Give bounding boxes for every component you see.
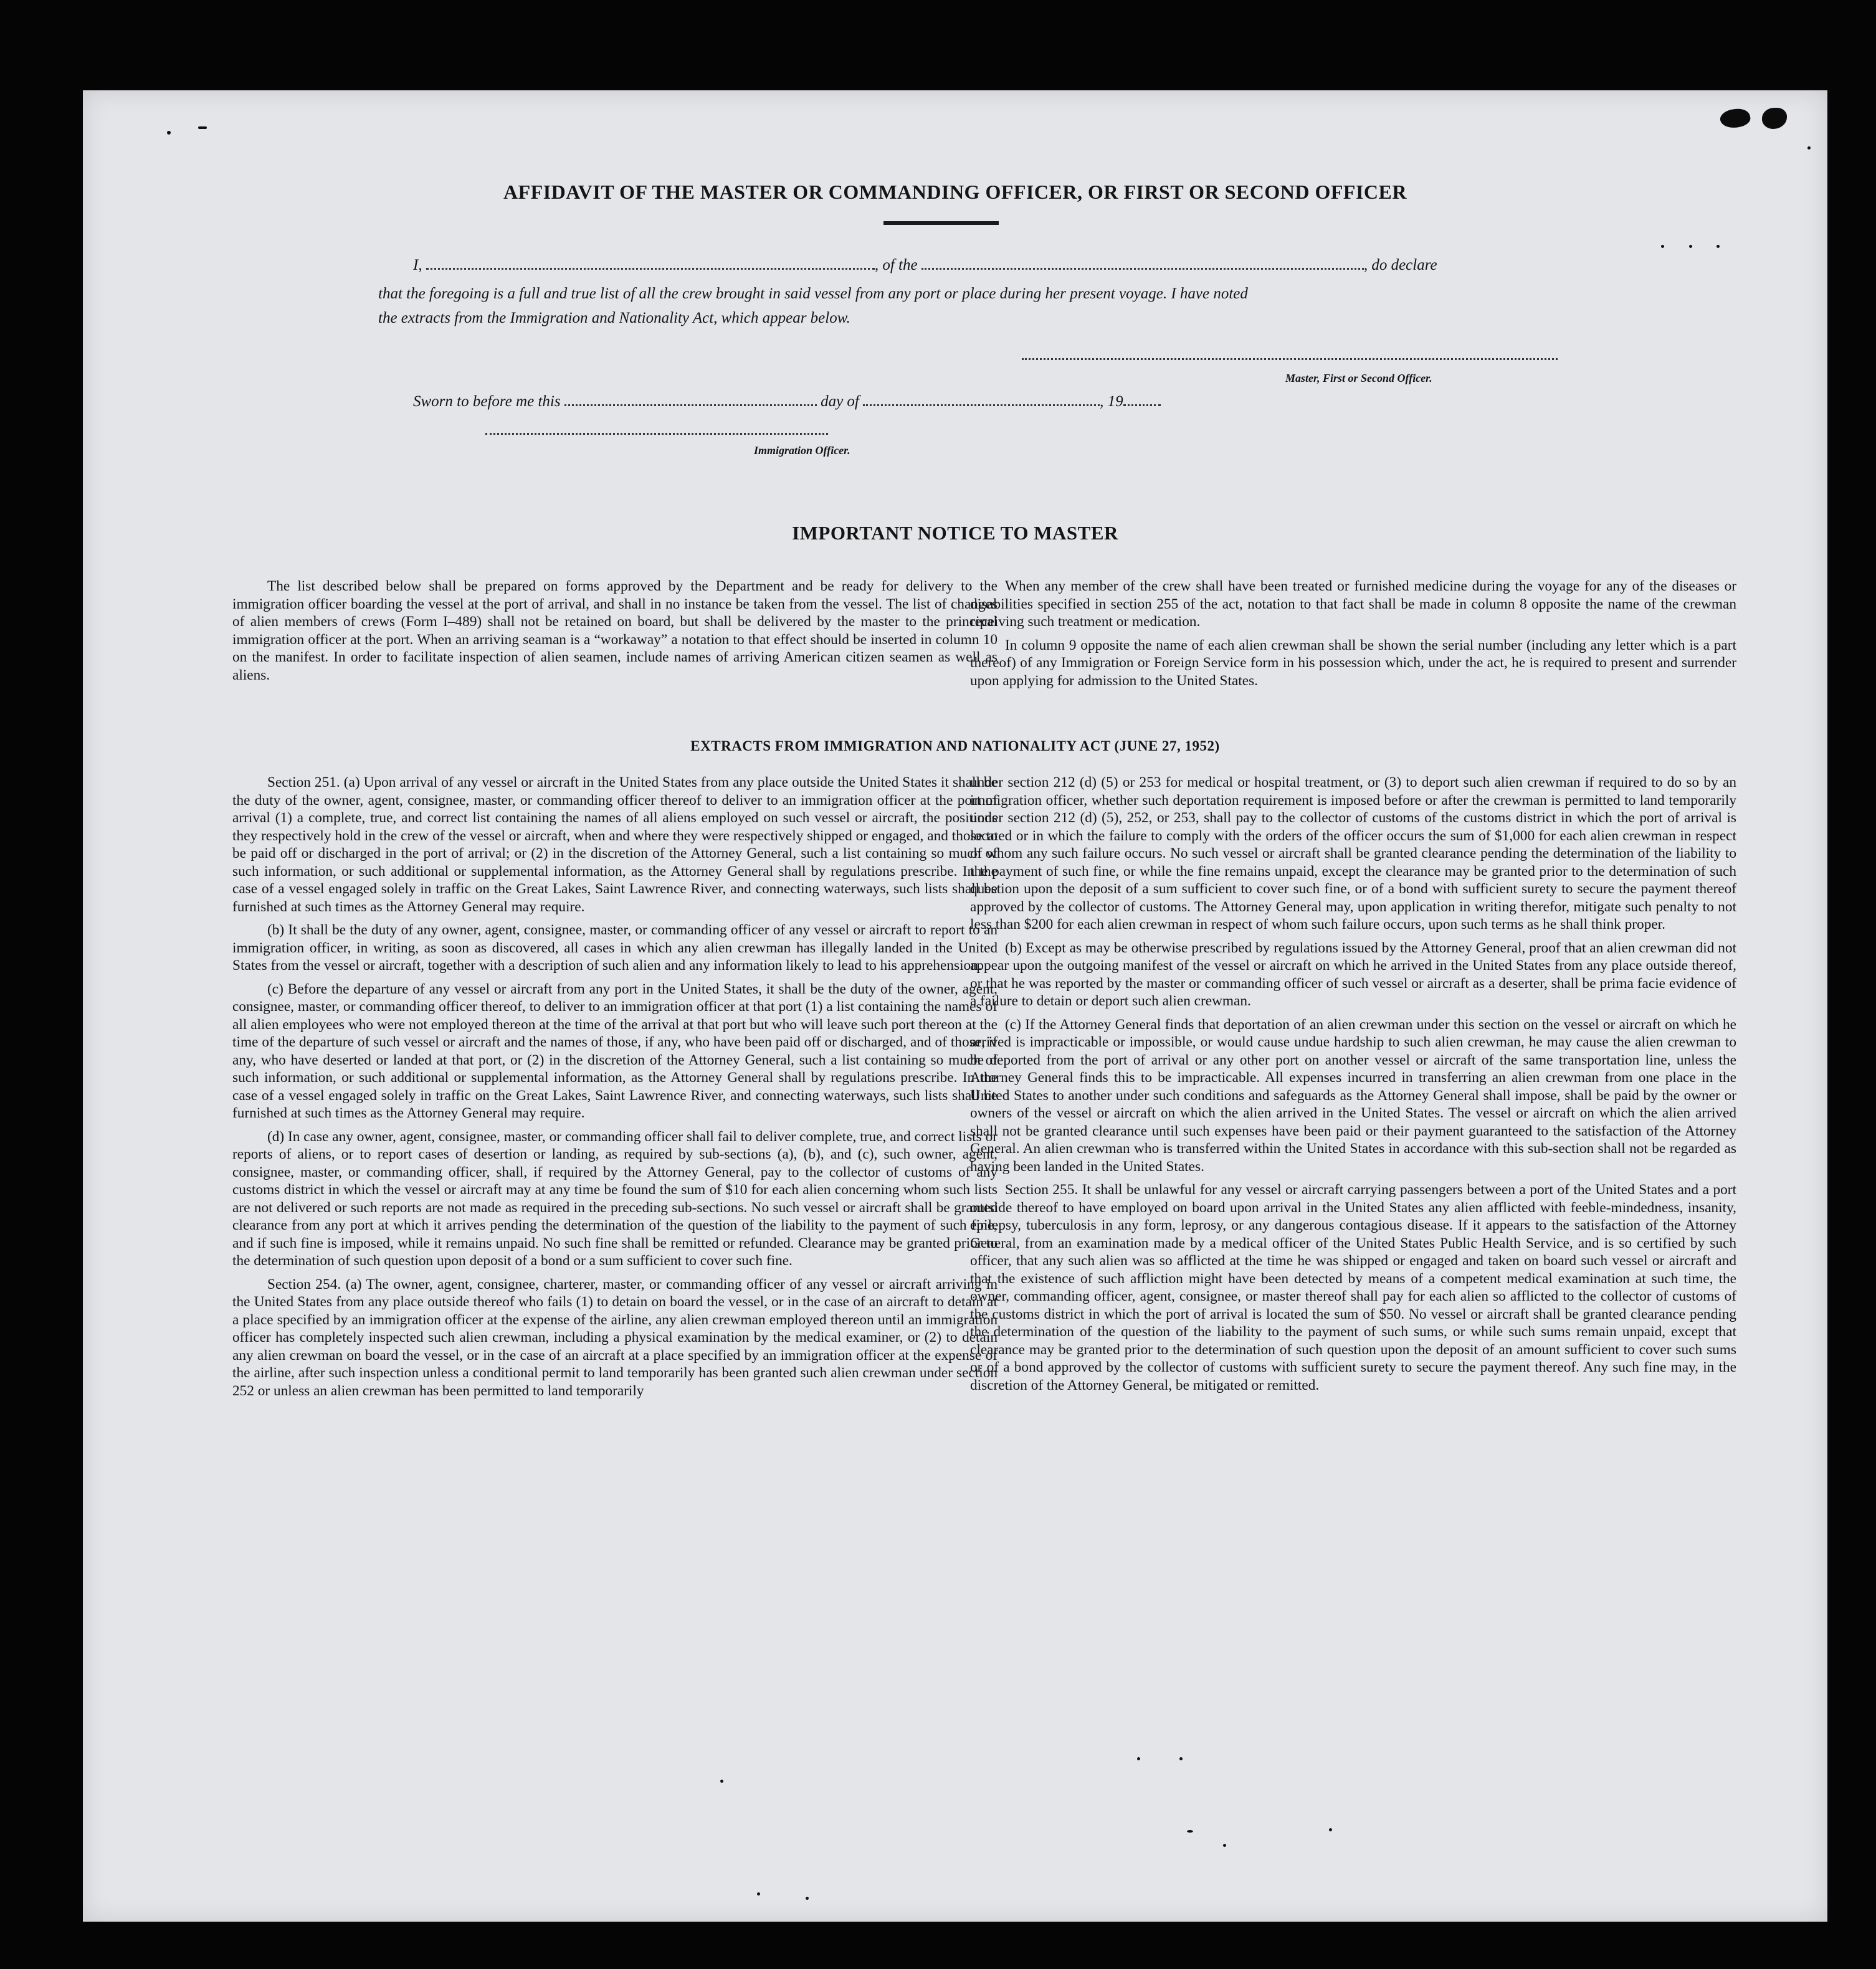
section-255: Section 255. It shall be unlawful for any vessel or aircraft carrying passengers between a port of the United States and a port outside thereof to have employed on board upon arrival in the United States any alien afflicted with feeble-mindedness, insanity, epilepsy, tuberculosis in any form, leprosy, or any dangerous contagious disease. If it appears to the satisfaction of the Attorney General, from an examination made by a medical officer of the United States Public Health Service, and is so certified by such officer, that any such alien was so afflicted at the time he was shipped or engaged and taken on board such vessel or aircraft and that the existence of such affliction might have been detected by means of a competent medical examination at such time, the owner, commanding officer, agent, consignee, or master thereof shall pay for each alien so afflicted to the collector of customs of the customs district in which the port of arrival is located the sum of $50. No vessel or aircraft shall be granted clearance pending the determination of the question of the liability to the payment of such sums, or while such sums remain unpaid, except that clearance may be granted prior to the determination of such question upon the deposit of an amount sufficient to cover such sums or of a bond approved by the collector of customs with sufficient surety to secure the payment thereof. Any such fine may, in the discretion of the Attorney General, be mitigated or remitted. xyxy=(970,1182,1736,1393)
sworn-year-prefix: , 19 xyxy=(1100,393,1123,410)
declaration-do-declare: , do declare xyxy=(1363,257,1437,273)
declaration-line-2: that the foregoing is a full and true list of all the crew brought in said vessel from any port or place during her present voyage. I have noted xyxy=(378,285,1248,302)
scan-speck xyxy=(720,1780,723,1783)
extracts-left-column xyxy=(232,774,998,1405)
scan-speck xyxy=(806,1897,809,1900)
section-254a-continued: under section 212 (d) (5) or 253 for medical or hospital treatment, or (3) to deport such alien crewman if required to do so by an immigration officer, whether such deportation requirement is imposed before or after the crewman is permitted to land temporarily under section 212 (d) (5), 252, or 253, shall pay to the collector of customs of the customs district in which the port of arrival is located or in which the failure to comply with the orders of the officer occurs the sum of $1,000 for each alien crewman in respect of whom any such failure occurs. No such vessel or aircraft shall be granted clearance pending the determination of the liability to the payment of such fine, or while the fine remains unpaid, except the clearance may be granted prior to the determination of such question upon the deposit of a sum sufficient to cover such fine, or of a bond with sufficient surety to secure the payment thereof approved by the collector of customs. The Attorney General may, upon application in writing therefor, mitigate such penalty to not less than $200 for each alien crewman in respect of whom such failure occurs, upon such terms as he shall think proper. xyxy=(970,774,1736,932)
vessel-name-field[interactable] xyxy=(921,257,1364,270)
scan-speck xyxy=(1661,245,1664,248)
extracts-title: EXTRACTS FROM IMMIGRATION AND NATIONALITY ACT (JUNE 27, 1952) xyxy=(690,738,1220,754)
section-251b: (b) It shall be the duty of any owner, agent, consignee, master, or commanding officer of any vessel or aircraft to report to an immigration officer, in writing, as soon as discovered, all cases in which any alien crewman has illegally landed in the United States from the vessel or aircraft, together with a description of such alien and any information likely to lead to his apprehension. xyxy=(232,922,998,974)
sworn-prefix: Sworn to before me this xyxy=(413,393,561,410)
sworn-line xyxy=(413,393,1161,410)
declarant-name-field[interactable] xyxy=(426,257,875,270)
declaration-line-1 xyxy=(413,257,1437,274)
declaration-line-3: the extracts from the Immigration and Nationality Act, which appear below. xyxy=(378,310,850,326)
declaration-of-the: , of the xyxy=(874,257,918,273)
scan-speck xyxy=(1689,245,1692,248)
declaration-i: I, xyxy=(413,257,422,273)
scan-speck xyxy=(1179,1757,1183,1760)
master-signature-line[interactable] xyxy=(1022,358,1558,360)
section-251a: Section 251. (a) Upon arrival of any vessel or aircraft in the United States from any place outside the United States it shall be the duty of the owner, agent, consignee, master, or commanding officer thereof to deliver to an immigration officer at the port of arrival (1) a complete, true, and correct list containing the names of all aliens employed on such vessel or aircraft, the positions they respectively hold in the crew of the vessel or aircraft, when and where they were respectively shipped or engaged, and those to be paid off or discharged in the port of arrival; or (2) in the discretion of the Attorney General, such a list containing so much of such information, or such additional or supplemental information, as the Attorney General shall by regulations prescribe. In the case of a vessel engaged solely in traffic on the Great Lakes, Saint Lawrence River, and connecting waterways, such lists shall be furnished at such times as the Attorney General may require. xyxy=(232,774,998,915)
notice-left-paragraph: The list described below shall be prepared on forms approved by the Department and be ready for delivery to the immigration officer boarding the vessel at the port of arrival, and shall in no instance be taken from the vessel. The list of changes of alien members of crews (Form I–489) shall not be retained on board, but shall be delivered by the master to the principal immigration officer at the port. When an arriving seaman is a “workaway” a notation to that effect should be inserted in column 10 on the manifest. In order to facilitate inspection of alien seamen, include names of arriving American citizen seamen as well as aliens. xyxy=(232,578,998,683)
section-251d: (d) In case any owner, agent, consignee, master, or commanding officer shall fail to deliver complete, true, and correct lists or reports of aliens, or to report cases of desertion or landing, as required by sub-sections (a), (b), and (c), such owner, agent, consignee, master, or commanding officer, shall, if required by the Attorney General, pay to the collector of customs of any customs district in which the vessel or aircraft may at any time be found the sum of $10 for each alien concerning whom such lists are not delivered or such reports are not made as required in the preceding sub-sections. No such vessel or aircraft shall be granted clearance from any port at which it arrives pending the determination of the question of the liability to the payment of such fine, and if such fine is imposed, while it remains unpaid. No such fine shall be remitted or refunded. Clearance may be granted prior to the determination of such question upon deposit of a bond or a sum sufficient to cover such fine. xyxy=(232,1128,998,1269)
section-254b: (b) Except as may be otherwise prescribed by regulations issued by the Attorney General, proof that an alien crewman did not appear upon the outgoing manifest of the vessel or aircraft on which he arrived in the United States from any place outside thereof, or that he was reported by the master or commanding officer of such vessel or aircraft as a deserter, shall be prima facie evidence of a failure to detain or deport such alien crewman. xyxy=(970,939,1736,1009)
section-254c: (c) If the Attorney General finds that deportation of an alien crewman under this section on the vessel or aircraft on which he arrived is impracticable or impossible, or would cause undue hardship to such alien crewman, he may cause the alien crewman to be deported from the port of arrival or any other port on another vessel or aircraft of the same transportation line, unless the Attorney General finds this to be impracticable. All expenses incurred in transferring an alien crewman from one place in the United States to another under such conditions and safeguards as the Attorney General shall impose, shall be paid by the owner or owners of the vessel or aircraft on which the alien arrived in the United States. The vessel or aircraft on which the alien arrived shall not be granted clearance until such expenses have been paid or their payment guaranteed to the satisfaction of the Attorney General. An alien crewman who is transferred within the United States in accordance with this sub-section shall not be regarded as having been landed in the United States. xyxy=(970,1016,1736,1175)
document-page xyxy=(83,90,1827,1922)
notice-right-paragraph-2: In column 9 opposite the name of each alien crewman shall be shown the serial number (including any letter which is a part thereof) of any Immigration or Foreign Service form in his possession which, under the act, he is required to present and surrender upon applying for admission to the United States. xyxy=(970,637,1736,689)
scan-speck xyxy=(198,126,207,129)
sworn-day-field[interactable] xyxy=(564,393,817,406)
scan-speck xyxy=(167,131,171,135)
scan-speck xyxy=(1329,1828,1332,1831)
section-251c: (c) Before the departure of any vessel or aircraft from any port in the United States, it shall be the duty of the owner, agent, consignee, master, or commanding officer thereof, to deliver to an immigration officer at that port (1) a list containing the names of all alien employees who were not employed thereon at the time of the arrival at that port but who will leave such port thereon at the time of the departure of such vessel or aircraft and the names of those, if any, who have been paid off or discharged, and of those, if any, who have deserted or landed at that port, or (2) in the discretion of the Attorney General, such a list containing so much of such information, or such additional or supplemental information, as the Attorney General shall by regulations prescribe. In the case of a vessel engaged solely in traffic on the Great Lakes, Saint Lawrence River, and connecting waterways, such lists shall be furnished at such times as the Attorney General may require. xyxy=(232,980,998,1121)
sworn-month-field[interactable] xyxy=(863,393,1100,406)
notice-title: IMPORTANT NOTICE TO MASTER xyxy=(792,522,1118,544)
notice-right-paragraph-1: When any member of the crew shall have been treated or furnished medicine during the voyage for any of the diseases or disabilities specified in section 255 of the act, notation to that fact shall be made in column 8 opposite the name of the crewman receiving such treatment or medication. xyxy=(970,578,1736,630)
title-divider xyxy=(883,221,999,225)
affidavit-title: AFFIDAVIT OF THE MASTER OR COMMANDING OFFICER, OR FIRST OR SECOND OFFICER xyxy=(503,181,1407,203)
officer-signature-caption: Immigration Officer. xyxy=(754,444,850,457)
scan-speck xyxy=(1223,1844,1226,1847)
master-signature-caption: Master, First or Second Officer. xyxy=(1285,372,1432,384)
sworn-day-of: day of xyxy=(821,393,859,410)
sworn-year-field[interactable] xyxy=(1123,393,1161,406)
notice-right-column xyxy=(970,577,1736,695)
scan-speck xyxy=(1807,146,1811,149)
scan-speck xyxy=(1187,1830,1193,1833)
ink-blot xyxy=(1718,106,1751,130)
scan-speck xyxy=(757,1892,760,1895)
extracts-right-column xyxy=(970,774,1736,1400)
notice-left-column xyxy=(232,577,998,690)
scan-speck xyxy=(1716,245,1720,248)
scan-speck xyxy=(1137,1757,1140,1760)
section-254a: Section 254. (a) The owner, agent, consignee, charterer, master, or commanding officer of any vessel or aircraft arriving in the United States from any place outside thereof who fails (1) to detain on board the vessel, or in the case of an aircraft to detain at a place specified by an immigration officer at the expense of the airline, any alien crewman employed thereon until an immigration officer has completely inspected such alien crewman, including a physical examination by the medical examiner, or (2) to detain any alien crewman on board the vessel, or in the case of an aircraft at a place specified by an immigration officer at the expense of the airline, after such inspection unless a conditional permit to land temporarily has been granted such alien crewman under section 252 or unless an alien crewman has been permitted to land temporarily xyxy=(232,1276,998,1399)
officer-signature-line[interactable] xyxy=(485,433,828,435)
ink-blot xyxy=(1762,108,1787,129)
